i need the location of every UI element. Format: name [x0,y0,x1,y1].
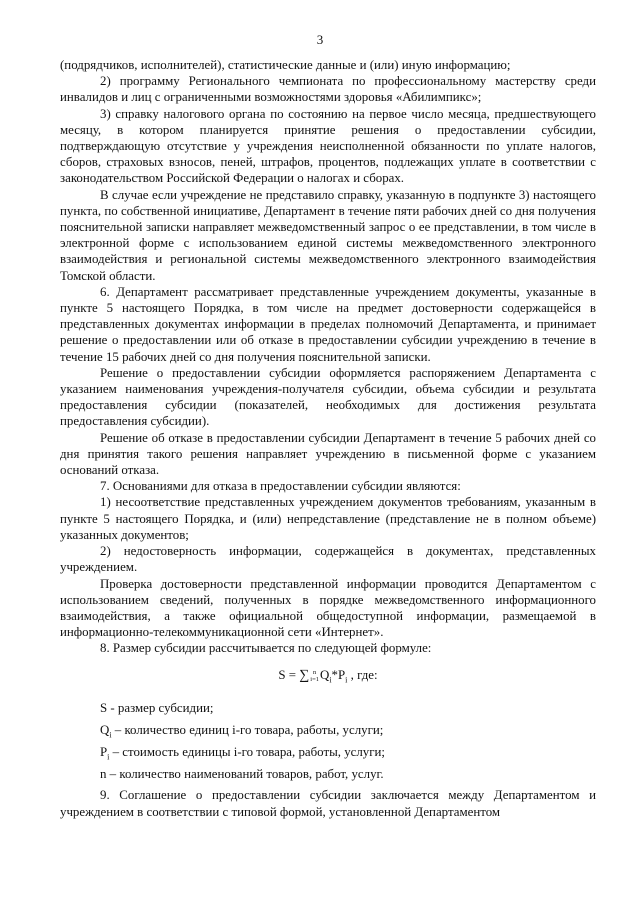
paragraph: Проверка достоверности представленной информации проводится Департаментом с использованием сведений, полученных в порядке межведомственного информационного взаимодействия, а также официальной общедоступной информации, размещаемой в информационно-телекоммуникационной сети «Интернет». [60,576,596,640]
definition-item [60,722,596,744]
formula-lhs: S = [278,667,300,682]
sum-limits [310,669,319,683]
paragraph: В случае если учреждение не представило справку, указанную в подпункте 3) настоящего пункта, по собственной инициативе, Департамент в течение пяти рабочих дней со дня получения пояснительной записки направляет межведомственный запрос о ее представлении, в том числе в электронной форме с использованием единой системы межведомственного электронного взаимодействия и региональной системы межведомственного электронного взаимодействия Томской области. [60,187,596,283]
formula-q-index: i [329,675,332,685]
definition-text: - размер субсидии; [107,701,214,716]
paragraph: 3) справку налогового органа по состоянию на первое число месяца, предшествующего месяцу, в котором планируется принятие решения о предоставлении субсидии, подтверждающую отсутствие у учреждения неисполненной обязанности по уплате налогов, сборов, страховых взносов, пеней, штрафов, процентов, подлежащих уплате в соответствии с законодательством Российской Федерации о налогах и сборах. [60,106,596,186]
paragraph: 2) недостоверность информации, содержащейся в документах, представленных учреждением. [60,544,596,575]
sum-symbol: ∑ [299,667,310,683]
definition-text: – количество единиц i-го товара, работы, услуги; [111,723,384,738]
document-body [60,57,596,820]
subsidy-formula [60,667,596,689]
definition-text: – стоимость единицы i-го товара, работы, услуги; [109,744,386,759]
sum-upper-limit: n [313,668,317,676]
definition-symbol: S [100,701,108,716]
paragraph: (подрядчиков, исполнителей), статистические данные и (или) иную информацию; [60,58,511,72]
paragraph: Решение об отказе в предоставлении субсидии Департамент в течение 5 рабочих дней со дня принятия такого решения направляет учреждению в письменной форме с указанием оснований отказа. [60,430,596,478]
page-number: 3 [316,32,324,47]
formula-q: Q [320,667,330,682]
definition-text: – количество наименований товаров, работ, услуг. [106,766,384,781]
formula-tail: , где: [347,667,378,682]
paragraph: 9. Соглашение о предоставлении субсидии заключается между Департаментом и учреждением в соответствии с типовой формой, установленной Департаментом [60,788,596,819]
definition-symbol: P [100,744,108,759]
formula-mult: *P [331,667,346,682]
paragraph: 7. Основаниями для отказа в предоставлении субсидии являются: [100,479,461,494]
definition-item [60,700,596,722]
paragraph: 6. Департамент рассматривает представленные учреждением документы, указанные в пункте 5 настоящего Порядка, в том числе на предмет достоверности содержащейся в представленных документах информации в пределах полномочий Департамента, и принимает решение о предоставлении или об отказе в предоставлении субсидии учреждению в течение в течение 15 рабочих дней со дня получения пояснительной записки. [60,284,596,364]
definition-symbol: n [100,766,107,781]
definition-item [60,766,596,788]
definition-symbol: Q [100,723,110,738]
sum-lower-limit: i=1 [310,675,319,683]
paragraph: 8. Размер субсидии рассчитывается по следующей формуле: [100,641,432,656]
formula-p-index: i [345,675,348,685]
paragraph: 2) программу Регионального чемпионата по профессиональному мастерству среди инвалидов и лиц с ограниченными возможностями здоровья «Абилимпикс»; [60,74,596,105]
definition-index: i [109,730,112,740]
definition-index: i [107,752,110,762]
paragraph: 1) несоответствие представленных учреждением документов требованиям, указанным в пункте 5 настоящего Порядка, и (или) непредставление (представление не в полном объеме) указанных документов; [60,495,596,542]
paragraph: Решение о предоставлении субсидии оформляется распоряжением Департамента с указанием наименования учреждения-получателя субсидии, объема субсидии и результата предоставления субсидии (показателей, необходимых для достижения результата предоставления субсидии). [60,365,596,429]
definition-item [60,744,596,766]
